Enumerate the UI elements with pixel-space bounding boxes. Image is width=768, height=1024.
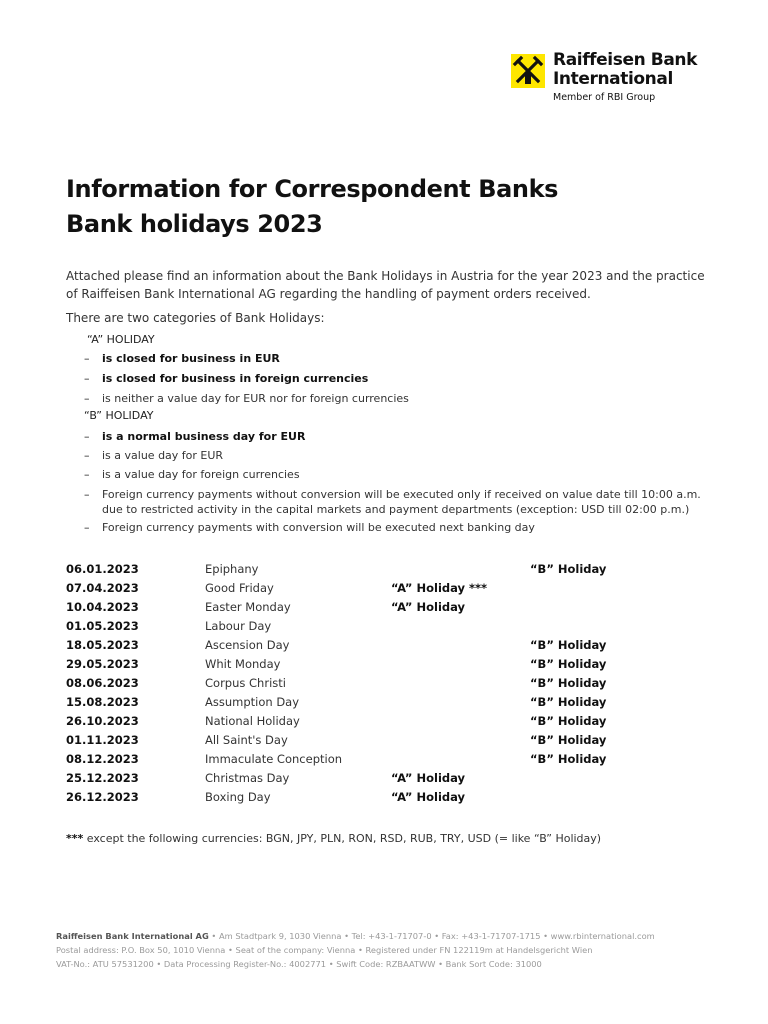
table-row (66, 714, 686, 733)
holiday-name: All Saint's Day (205, 733, 288, 747)
table-row (66, 581, 686, 600)
logo-member-text: Member of RBI Group (553, 92, 656, 103)
holiday-name: Labour Day (205, 619, 272, 633)
holiday-date: 26.12.2023 (66, 790, 139, 804)
table-row (66, 600, 686, 619)
b-holiday-flag: “B” Holiday (530, 562, 607, 576)
list-item-text: is neither a value day for EUR nor for foreign currencies (102, 392, 409, 405)
holiday-name: Easter Monday (205, 600, 291, 614)
holiday-date: 06.01.2023 (66, 562, 139, 576)
dash: – (84, 352, 90, 365)
logo-wordmark (553, 51, 697, 89)
table-row (66, 657, 686, 676)
holiday-name: Ascension Day (205, 638, 290, 652)
dash: – (84, 521, 90, 534)
list-item-text: Foreign currency payments with conversion will be executed next banking day (102, 521, 535, 534)
list-item-text: is a value day for foreign currencies (102, 468, 300, 481)
table-row (66, 733, 686, 752)
raiffeisen-gable-cross-icon (511, 54, 545, 88)
holiday-name: Boxing Day (205, 790, 271, 804)
holiday-name: Good Friday (205, 581, 274, 595)
dash: – (84, 468, 90, 481)
list-item-text: due to restricted activity in the capital markets and payment departments (exception: USD till 02:00 p.m.) (102, 503, 690, 516)
holiday-name: Corpus Christi (205, 676, 286, 690)
b-holiday-heading: “B” HOLIDAY (84, 409, 154, 422)
b-holiday-flag: “B” Holiday (530, 638, 607, 652)
page-title (66, 172, 558, 242)
holiday-date: 29.05.2023 (66, 657, 139, 671)
logo-line-1: Raiffeisen Bank (553, 50, 698, 70)
b-holiday-flag: “B” Holiday (530, 752, 607, 766)
footer-address: • Am Stadtpark 9, 1030 Vienna • Tel: +43-1-71707-0 • Fax: +43-1-71707-1715 • www.rbinternational.com (208, 931, 655, 941)
holiday-date: 01.11.2023 (66, 733, 139, 747)
categories-intro: There are two categories of Bank Holidays: (66, 311, 325, 325)
a-holiday-flag: “A” Holiday *** (391, 581, 488, 595)
holiday-date: 01.05.2023 (66, 619, 139, 633)
title-line-1: Information for Correspondent Banks (66, 175, 559, 203)
footnote-stars: *** (66, 832, 84, 845)
dash: – (84, 392, 90, 405)
table-row (66, 676, 686, 695)
holiday-name: Immaculate Conception (205, 752, 343, 766)
dash: – (84, 449, 90, 462)
title-line-2: Bank holidays 2023 (66, 210, 323, 238)
holiday-name: Epiphany (205, 562, 259, 576)
footer-line-2: Postal address: P.O. Box 50, 1010 Vienna • Seat of the company: Vienna • Registered under FN 122119m at Handelsgericht Wien (56, 945, 593, 955)
holiday-date: 18.05.2023 (66, 638, 139, 652)
dash: – (84, 488, 90, 501)
list-item-text: is closed for business in foreign currencies (102, 372, 369, 385)
b-holiday-flag: “B” Holiday (530, 733, 607, 747)
table-row (66, 619, 686, 638)
holiday-date: 26.10.2023 (66, 714, 139, 728)
holiday-date: 08.06.2023 (66, 676, 139, 690)
holiday-name: National Holiday (205, 714, 300, 728)
holiday-date: 15.08.2023 (66, 695, 139, 709)
a-holiday-flag: “A” Holiday (391, 771, 466, 785)
holiday-date: 25.12.2023 (66, 771, 139, 785)
b-holiday-flag: “B” Holiday (530, 695, 607, 709)
footer-line-1 (56, 929, 655, 943)
intro-paragraph (66, 267, 705, 303)
list-item-text: is a normal business day for EUR (102, 430, 306, 443)
dash: – (84, 372, 90, 385)
dash: – (84, 430, 90, 443)
page-footer (56, 929, 655, 971)
footer-line-3: VAT-No.: ATU 57531200 • Data Processing Register-No.: 4002771 • Swift Code: RZBAATWW • Bank Sort Code: 31000 (56, 959, 542, 969)
intro-line-1: Attached please find an information about the Bank Holidays in Austria for the year 2023 and the practice (66, 269, 705, 283)
logo-line-2: International (553, 69, 673, 89)
holiday-name: Christmas Day (205, 771, 290, 785)
b-holiday-flag: “B” Holiday (530, 714, 607, 728)
holiday-date: 07.04.2023 (66, 581, 139, 595)
holiday-name: Whit Monday (205, 657, 281, 671)
a-holiday-heading: “A” HOLIDAY (87, 333, 155, 346)
footer-company-name: Raiffeisen Bank International AG (56, 931, 209, 941)
list-item-text: is closed for business in EUR (102, 352, 280, 365)
list-item-text: is a value day for EUR (102, 449, 224, 462)
table-row (66, 562, 686, 581)
a-holiday-flag: “A” Holiday (391, 600, 466, 614)
footnote-text: except the following currencies: BGN, JPY, PLN, RON, RSD, RUB, TRY, USD (= like “B” Holiday) (83, 832, 602, 845)
a-holiday-flag: “A” Holiday (391, 790, 466, 804)
b-holiday-flag: “B” Holiday (530, 676, 607, 690)
rbi-logo (503, 52, 719, 108)
footnote (66, 832, 601, 845)
table-row (66, 695, 686, 714)
holiday-name: Assumption Day (205, 695, 300, 709)
table-row (66, 771, 686, 790)
list-item-text: Foreign currency payments without conversion will be executed only if received on value date till 10:00 a.m. (102, 488, 701, 501)
intro-line-2: of Raiffeisen Bank International AG regarding the handling of payment orders received. (66, 287, 591, 301)
holiday-date: 10.04.2023 (66, 600, 139, 614)
holiday-date: 08.12.2023 (66, 752, 139, 766)
table-row (66, 752, 686, 771)
table-row (66, 638, 686, 657)
b-holiday-flag: “B” Holiday (530, 657, 607, 671)
table-row (66, 790, 686, 809)
